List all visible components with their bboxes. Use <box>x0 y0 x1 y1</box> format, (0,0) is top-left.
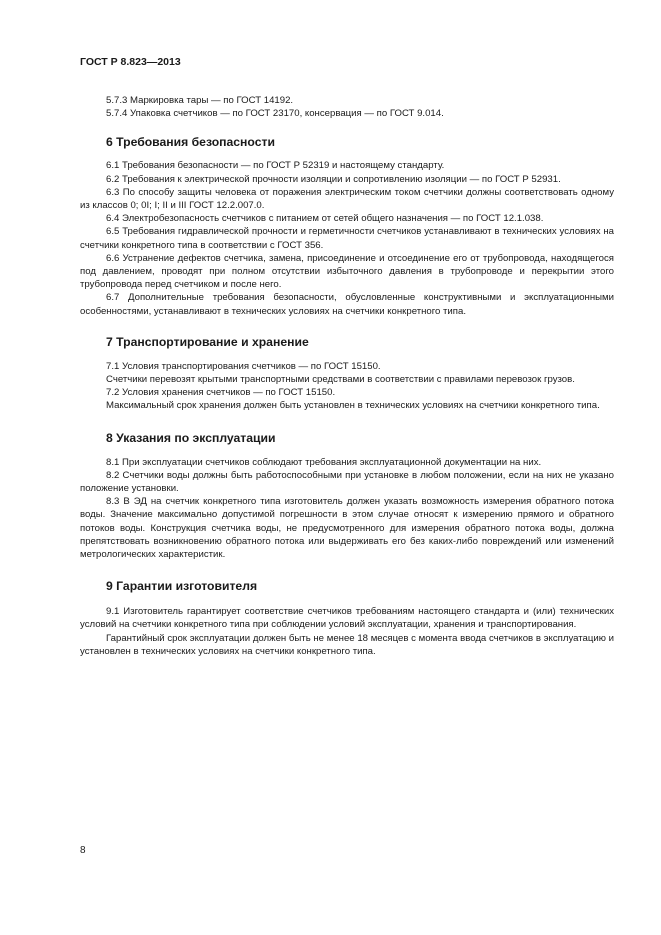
paragraph-6-1: 6.1 Требования безопасности — по ГОСТ Р 52319 и настоящему стандарту. <box>106 160 445 172</box>
document-body <box>80 94 614 658</box>
paragraph-6-2: 6.2 Требования к электрической прочности изоляции и сопротивлению изоляции — по ГОСТ Р 52931. <box>106 173 561 185</box>
section-9-heading: 9 Гарантии изготовителя <box>106 579 258 594</box>
paragraph-9-warranty: Гарантийный срок эксплуатации должен быть не менее 18 месяцев с момента ввода счетчиков в эксплуатацию и установлен в технических условиях на счетчики конкретного типа. <box>80 632 614 657</box>
paragraph-6-5: 6.5 Требования гидравлической прочности и герметичности счетчиков устанавливают в технических условиях на счетчики конкретного типа в соответствии с ГОСТ 356. <box>80 226 614 251</box>
paragraph-7-2-storage: Максимальный срок хранения должен быть установлен в технических условиях на счетчики конкретного типа. <box>106 400 600 412</box>
paragraph-8-2: 8.2 Счетчики воды должны быть работоспособными при установке в любом положении, если на них не указано положение установки. <box>80 469 614 495</box>
section-7-heading: 7 Транспортирование и хранение <box>106 334 309 349</box>
paragraph-8-1: 8.1 При эксплуатации счетчиков соблюдают требования эксплуатационной документации на них. <box>106 456 542 468</box>
page-number: 8 <box>80 845 86 856</box>
document-header: ГОСТ Р 8.823—2013 <box>80 56 181 68</box>
paragraph-6-6: 6.6 Устранение дефектов счетчика, замена, присоединение и отсоединение его от трубопровода, находящегося под давлением, проводят при полном отсутствии избыточного давления в трубопроводе и перекрытии этого трубопровода перед счетчиком и после него. <box>80 252 614 291</box>
paragraph-7-1-transport: Счетчики перевозят крытыми транспортными средствами в соответствии с правилами перевозок грузов. <box>106 374 575 386</box>
paragraph-6-3: 6.3 По способу защиты человека от поражения электрическим током счетчики должны соответствовать одному из классов 0; 0I; I; II и III ГОСТ 12.2.007.0. <box>80 186 614 212</box>
paragraph-6-4: 6.4 Электробезопасность счетчиков с питанием от сетей общего назначения — по ГОСТ 12.1.038. <box>106 213 544 225</box>
paragraph-8-3: 8.3 В ЭД на счетчик конкретного типа изготовитель должен указать возможность измерения обратного потока воды. Значение максимально допустимой погрешности в этом случае относят к измерению прямого и обратного потоков воды. Конструкция счетчика воды, не предусмотренного для измерения обратного потока воды, должна препятствовать возникновению обратного потока или выдерживать его без каких-либо повреждений или изменений метрологических характеристик. <box>80 496 614 561</box>
paragraph-6-7: 6.7 Дополнительные требования безопасности, обусловленные конструктивными и эксплуатационными особенностями, устанавливают в технических условиях на счетчики конкретного типа. <box>80 292 614 317</box>
paragraph-7-1: 7.1 Условия транспортирования счетчиков — по ГОСТ 15150. <box>106 360 381 372</box>
section-6-heading: 6 Требования безопасности <box>106 135 275 150</box>
paragraph-7-2: 7.2 Условия хранения счетчиков — по ГОСТ 15150. <box>106 387 336 399</box>
paragraph-9-1: 9.1 Изготовитель гарантирует соответствие счетчиков требованиям настоящего стандарта и (или) технических условий на счетчики конкретного типа при соблюдении условий эксплуатации, хранения и транспортирования. <box>80 606 614 631</box>
paragraph-5-7-4: 5.7.4 Упаковка счетчиков — по ГОСТ 23170, консервация — по ГОСТ 9.014. <box>106 108 444 120</box>
paragraph-5-7-3: 5.7.3 Маркировка тары — по ГОСТ 14192. <box>106 95 294 106</box>
section-8-heading: 8 Указания по эксплуатации <box>106 430 276 445</box>
